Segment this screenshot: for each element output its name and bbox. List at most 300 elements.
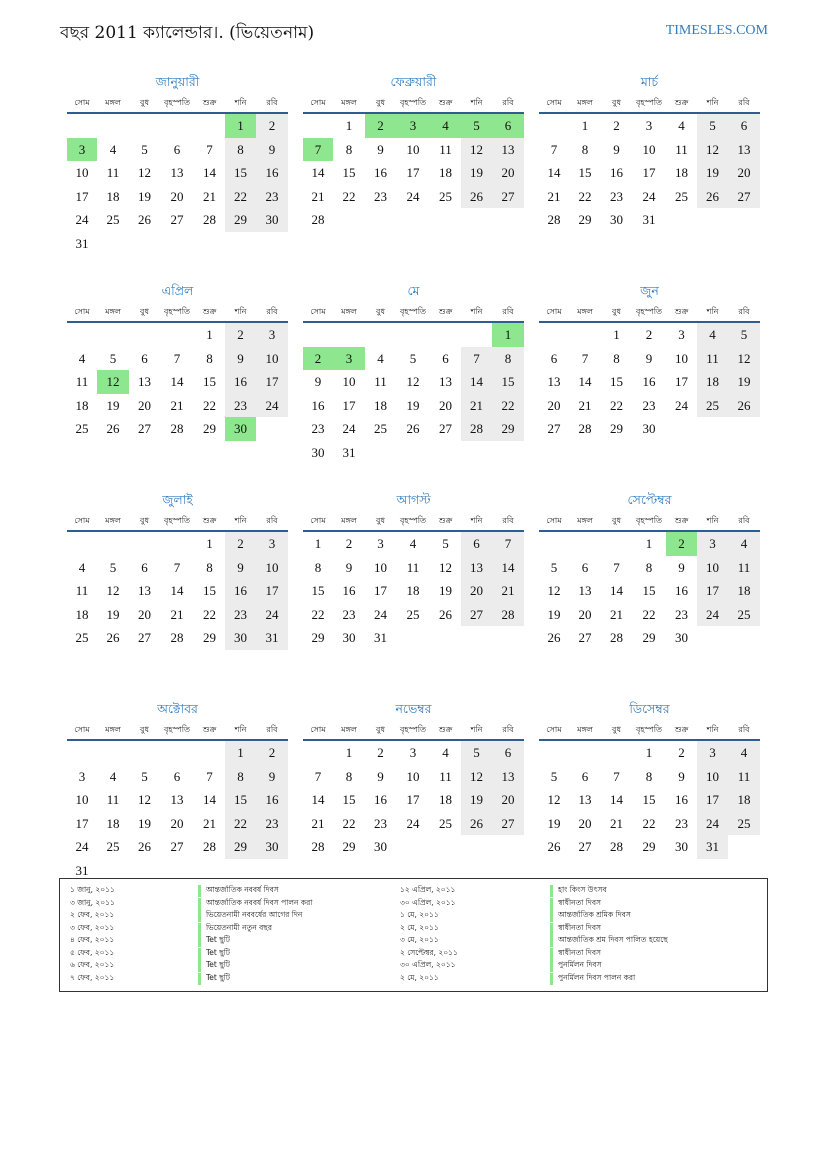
day-cell[interactable]: 16 [642,374,656,389]
day-cell[interactable]: 20 [138,397,151,413]
day-cell[interactable]: 2 [613,118,620,133]
day-cell[interactable]: 15 [642,792,656,807]
day-cell[interactable]: 7 [461,347,492,371]
day-cell[interactable]: 19 [439,583,452,598]
day-cell[interactable]: 3 [256,532,288,556]
day-cell[interactable]: 23 [311,421,325,436]
day-cell[interactable]: 25 [106,839,120,854]
day-cell[interactable]: 11 [75,583,89,598]
day-cell[interactable]: 26 [106,630,120,645]
day-cell[interactable]: 10 [697,765,728,789]
day-cell[interactable]: 6 [581,768,589,784]
day-cell[interactable]: 24 [256,603,288,627]
holiday-day-cell[interactable]: 1 [492,323,524,347]
day-cell[interactable]: 11 [728,765,760,789]
day-cell[interactable]: 13 [492,765,524,789]
day-cell[interactable]: 28 [461,417,492,441]
day-cell[interactable]: 13 [170,792,184,807]
day-cell[interactable]: 15 [203,374,216,389]
day-cell[interactable]: 29 [203,421,216,436]
day-cell[interactable]: 25 [439,815,452,831]
day-cell[interactable]: 3 [678,327,685,342]
day-cell[interactable]: 16 [374,792,387,807]
holiday-day-cell[interactable]: 2 [365,114,396,138]
holiday-day-cell[interactable]: 7 [303,138,333,162]
day-cell[interactable]: 2 [377,745,384,760]
day-cell[interactable]: 19 [728,370,760,394]
day-cell[interactable]: 4 [109,141,117,157]
day-cell[interactable]: 21 [203,188,216,204]
day-cell[interactable]: 26 [547,630,561,645]
day-cell[interactable]: 10 [342,374,356,389]
day-cell[interactable]: 10 [675,350,688,366]
day-cell[interactable]: 21 [610,606,623,622]
day-cell[interactable]: 12 [138,792,151,807]
day-cell[interactable]: 9 [225,347,256,371]
day-cell[interactable]: 23 [225,603,256,627]
day-cell[interactable]: 15 [225,788,256,812]
day-cell[interactable]: 3 [697,532,728,556]
day-cell[interactable]: 18 [439,792,452,807]
day-cell[interactable]: 30 [610,212,623,227]
day-cell[interactable]: 30 [342,630,356,645]
day-cell[interactable]: 18 [406,583,420,598]
day-cell[interactable]: 22 [342,815,356,831]
day-cell[interactable]: 17 [256,579,288,603]
day-cell[interactable]: 29 [225,835,256,859]
day-cell[interactable]: 24 [406,188,420,204]
day-cell[interactable]: 2 [678,745,685,760]
day-cell[interactable]: 1 [645,745,653,760]
day-cell[interactable]: 25 [697,394,728,418]
holiday-day-cell[interactable]: 5 [461,114,492,138]
day-cell[interactable]: 11 [106,165,120,180]
day-cell[interactable]: 5 [141,141,148,157]
holiday-day-cell[interactable]: 3 [396,114,430,138]
day-cell[interactable]: 12 [728,347,760,371]
day-cell[interactable]: 3 [377,536,384,551]
day-cell[interactable]: 1 [581,118,589,133]
day-cell[interactable]: 17 [406,792,420,807]
day-cell[interactable]: 26 [106,421,120,436]
day-cell[interactable]: 4 [409,536,417,551]
day-cell[interactable]: 21 [170,606,184,622]
day-cell[interactable]: 4 [78,559,86,575]
day-cell[interactable]: 22 [225,185,256,209]
day-cell[interactable]: 10 [75,792,89,807]
day-cell[interactable]: 26 [439,606,452,622]
day-cell[interactable]: 25 [728,603,760,627]
day-cell[interactable]: 15 [578,165,592,180]
day-cell[interactable]: 9 [678,559,685,575]
day-cell[interactable]: 18 [75,606,89,622]
day-cell[interactable]: 16 [311,397,325,413]
day-cell[interactable]: 9 [225,556,256,580]
day-cell[interactable]: 19 [406,397,420,413]
day-cell[interactable]: 27 [728,185,760,209]
day-cell[interactable]: 1 [206,536,213,551]
day-cell[interactable]: 5 [442,536,449,551]
day-cell[interactable]: 10 [75,165,89,180]
day-cell[interactable]: 14 [461,370,492,394]
day-cell[interactable]: 7 [492,532,524,556]
day-cell[interactable]: 28 [203,212,216,227]
day-cell[interactable]: 15 [492,370,524,394]
day-cell[interactable]: 18 [728,579,760,603]
day-cell[interactable]: 14 [492,556,524,580]
day-cell[interactable]: 23 [256,185,288,209]
day-cell[interactable]: 18 [106,815,120,831]
day-cell[interactable]: 19 [547,606,561,622]
day-cell[interactable]: 1 [314,536,322,551]
day-cell[interactable]: 28 [578,421,592,436]
day-cell[interactable]: 12 [547,583,561,598]
day-cell[interactable]: 31 [374,630,387,645]
day-cell[interactable]: 21 [203,815,216,831]
day-cell[interactable]: 25 [374,421,387,436]
day-cell[interactable]: 14 [311,792,325,807]
day-cell[interactable]: 20 [578,815,592,831]
day-cell[interactable]: 27 [138,630,151,645]
day-cell[interactable]: 30 [256,835,288,859]
day-cell[interactable]: 9 [377,768,384,784]
day-cell[interactable]: 5 [141,768,148,784]
day-cell[interactable]: 14 [547,165,561,180]
day-cell[interactable]: 24 [697,603,728,627]
day-cell[interactable]: 15 [642,583,656,598]
day-cell[interactable]: 26 [461,812,492,836]
day-cell[interactable]: 21 [311,188,325,204]
day-cell[interactable]: 17 [697,579,728,603]
day-cell[interactable]: 9 [678,768,685,784]
day-cell[interactable]: 29 [342,839,356,854]
day-cell[interactable]: 31 [75,235,89,251]
day-cell[interactable]: 31 [642,212,656,227]
day-cell[interactable]: 21 [311,815,325,831]
day-cell[interactable]: 28 [547,212,561,227]
day-cell[interactable]: 20 [439,397,452,413]
day-cell[interactable]: 5 [109,559,117,575]
day-cell[interactable]: 16 [256,788,288,812]
day-cell[interactable]: 3 [78,768,86,784]
day-cell[interactable]: 23 [225,394,256,418]
day-cell[interactable]: 12 [697,138,728,162]
day-cell[interactable]: 7 [613,768,620,784]
day-cell[interactable]: 23 [374,815,387,831]
day-cell[interactable]: 26 [728,394,760,418]
day-cell[interactable]: 24 [75,839,89,854]
day-cell[interactable]: 23 [256,812,288,836]
day-cell[interactable]: 22 [492,394,524,418]
day-cell[interactable]: 20 [492,161,524,185]
day-cell[interactable]: 19 [138,188,151,204]
day-cell[interactable]: 22 [642,606,656,622]
day-cell[interactable]: 6 [141,350,148,366]
day-cell[interactable]: 5 [728,323,760,347]
day-cell[interactable]: 19 [461,788,492,812]
day-cell[interactable]: 15 [311,583,325,598]
day-cell[interactable]: 4 [377,350,384,366]
day-cell[interactable]: 3 [697,741,728,765]
day-cell[interactable]: 19 [461,161,492,185]
day-cell[interactable]: 21 [461,394,492,418]
day-cell[interactable]: 13 [578,583,592,598]
day-cell[interactable]: 15 [342,165,356,180]
day-cell[interactable]: 8 [645,559,653,575]
day-cell[interactable]: 11 [439,768,452,784]
day-cell[interactable]: 6 [728,114,760,138]
day-cell[interactable]: 22 [642,815,656,831]
day-cell[interactable]: 22 [610,397,623,413]
day-cell[interactable]: 15 [203,583,216,598]
day-cell[interactable]: 1 [345,118,353,133]
day-cell[interactable]: 23 [610,188,623,204]
day-cell[interactable]: 6 [461,532,492,556]
day-cell[interactable]: 22 [342,188,356,204]
day-cell[interactable]: 16 [610,165,623,180]
day-cell[interactable]: 28 [311,212,325,227]
day-cell[interactable]: 26 [406,421,420,436]
day-cell[interactable]: 1 [345,745,353,760]
day-cell[interactable]: 28 [492,603,524,627]
day-cell[interactable]: 9 [256,138,288,162]
day-cell[interactable]: 20 [728,161,760,185]
day-cell[interactable]: 9 [645,350,653,366]
day-cell[interactable]: 5 [697,114,728,138]
day-cell[interactable]: 13 [492,138,524,162]
day-cell[interactable]: 7 [581,350,589,366]
day-cell[interactable]: 31 [75,862,89,878]
day-cell[interactable]: 22 [578,188,592,204]
day-cell[interactable]: 21 [170,397,184,413]
day-cell[interactable]: 23 [675,606,688,622]
day-cell[interactable]: 1 [225,741,256,765]
day-cell[interactable]: 23 [374,188,387,204]
day-cell[interactable]: 13 [578,792,592,807]
day-cell[interactable]: 31 [697,835,728,859]
day-cell[interactable]: 8 [206,350,213,366]
holiday-day-cell[interactable]: 4 [430,114,461,138]
day-cell[interactable]: 18 [675,165,688,180]
day-cell[interactable]: 18 [697,370,728,394]
day-cell[interactable]: 29 [225,208,256,232]
day-cell[interactable]: 30 [225,626,256,650]
day-cell[interactable]: 12 [461,138,492,162]
day-cell[interactable]: 18 [106,188,120,204]
day-cell[interactable]: 18 [728,788,760,812]
day-cell[interactable]: 17 [406,165,420,180]
day-cell[interactable]: 6 [173,768,181,784]
day-cell[interactable]: 4 [728,532,760,556]
day-cell[interactable]: 12 [547,792,561,807]
day-cell[interactable]: 9 [345,559,353,575]
day-cell[interactable]: 8 [225,765,256,789]
day-cell[interactable]: 10 [697,556,728,580]
day-cell[interactable]: 26 [547,839,561,854]
day-cell[interactable]: 6 [492,741,524,765]
day-cell[interactable]: 15 [225,161,256,185]
day-cell[interactable]: 31 [256,626,288,650]
day-cell[interactable]: 14 [170,374,184,389]
day-cell[interactable]: 29 [578,212,592,227]
day-cell[interactable]: 30 [256,208,288,232]
day-cell[interactable]: 12 [461,765,492,789]
day-cell[interactable]: 13 [439,374,452,389]
day-cell[interactable]: 24 [697,812,728,836]
day-cell[interactable]: 20 [461,579,492,603]
day-cell[interactable]: 26 [697,185,728,209]
day-cell[interactable]: 7 [550,141,558,157]
day-cell[interactable]: 10 [256,556,288,580]
day-cell[interactable]: 27 [578,839,592,854]
day-cell[interactable]: 24 [342,421,356,436]
day-cell[interactable]: 8 [345,141,353,157]
day-cell[interactable]: 18 [439,165,452,180]
day-cell[interactable]: 10 [374,559,387,575]
day-cell[interactable]: 30 [374,839,387,854]
day-cell[interactable]: 23 [342,606,356,622]
day-cell[interactable]: 12 [439,559,452,575]
day-cell[interactable]: 4 [78,350,86,366]
day-cell[interactable]: 20 [492,788,524,812]
day-cell[interactable]: 23 [642,397,656,413]
day-cell[interactable]: 27 [439,421,452,436]
day-cell[interactable]: 26 [138,839,151,854]
day-cell[interactable]: 21 [610,815,623,831]
day-cell[interactable]: 27 [138,421,151,436]
day-cell[interactable]: 25 [106,212,120,227]
day-cell[interactable]: 13 [138,374,151,389]
day-cell[interactable]: 5 [550,559,558,575]
day-cell[interactable]: 11 [374,374,387,389]
day-cell[interactable]: 13 [728,138,760,162]
day-cell[interactable]: 7 [173,350,181,366]
day-cell[interactable]: 7 [613,559,620,575]
day-cell[interactable]: 23 [675,815,688,831]
day-cell[interactable]: 8 [206,559,213,575]
day-cell[interactable]: 25 [75,630,89,645]
day-cell[interactable]: 15 [610,374,623,389]
day-cell[interactable]: 14 [170,583,184,598]
day-cell[interactable]: 12 [106,583,120,598]
day-cell[interactable]: 13 [547,374,561,389]
day-cell[interactable]: 2 [225,532,256,556]
day-cell[interactable]: 10 [642,141,656,157]
day-cell[interactable]: 29 [492,417,524,441]
day-cell[interactable]: 27 [492,185,524,209]
holiday-day-cell[interactable]: 2 [303,347,333,371]
day-cell[interactable]: 17 [642,165,656,180]
day-cell[interactable]: 29 [203,630,216,645]
day-cell[interactable]: 11 [439,141,452,157]
day-cell[interactable]: 8 [345,768,353,784]
day-cell[interactable]: 30 [311,444,325,460]
day-cell[interactable]: 19 [697,161,728,185]
day-cell[interactable]: 22 [311,606,325,622]
day-cell[interactable]: 7 [206,768,213,784]
day-cell[interactable]: 7 [173,559,181,575]
holiday-day-cell[interactable]: 12 [97,370,129,394]
day-cell[interactable]: 10 [406,768,420,784]
day-cell[interactable]: 28 [610,839,623,854]
day-cell[interactable]: 22 [203,397,216,413]
day-cell[interactable]: 4 [442,745,449,760]
day-cell[interactable]: 14 [610,792,623,807]
day-cell[interactable]: 8 [645,768,653,784]
day-cell[interactable]: 9 [314,374,322,389]
day-cell[interactable]: 27 [170,839,184,854]
day-cell[interactable]: 5 [550,768,558,784]
day-cell[interactable]: 27 [578,630,592,645]
day-cell[interactable]: 26 [138,212,151,227]
day-cell[interactable]: 11 [675,141,688,157]
day-cell[interactable]: 28 [311,839,325,854]
day-cell[interactable]: 17 [342,397,356,413]
day-cell[interactable]: 6 [173,141,181,157]
day-cell[interactable]: 18 [374,397,387,413]
day-cell[interactable]: 22 [203,606,216,622]
day-cell[interactable]: 14 [203,792,216,807]
day-cell[interactable]: 17 [675,374,688,389]
day-cell[interactable]: 9 [613,141,620,157]
day-cell[interactable]: 14 [610,583,623,598]
day-cell[interactable]: 16 [225,579,256,603]
day-cell[interactable]: 24 [75,212,89,227]
day-cell[interactable]: 28 [170,630,184,645]
day-cell[interactable]: 22 [225,812,256,836]
day-cell[interactable]: 16 [374,165,387,180]
day-cell[interactable]: 19 [106,606,120,622]
day-cell[interactable]: 28 [203,839,216,854]
holiday-day-cell[interactable]: 6 [492,114,524,138]
day-cell[interactable]: 7 [314,768,322,784]
day-cell[interactable]: 2 [645,327,653,342]
day-cell[interactable]: 24 [642,188,656,204]
day-cell[interactable]: 2 [256,114,288,138]
day-cell[interactable]: 20 [170,815,184,831]
day-cell[interactable]: 11 [728,556,760,580]
day-cell[interactable]: 30 [675,839,688,854]
day-cell[interactable]: 13 [170,165,184,180]
day-cell[interactable]: 25 [728,812,760,836]
day-cell[interactable]: 6 [550,350,558,366]
day-cell[interactable]: 5 [409,350,417,366]
day-cell[interactable]: 25 [406,606,420,622]
day-cell[interactable]: 24 [675,397,688,413]
day-cell[interactable]: 7 [206,141,213,157]
day-cell[interactable]: 19 [106,397,120,413]
day-cell[interactable]: 30 [642,421,656,436]
day-cell[interactable]: 11 [106,792,120,807]
day-cell[interactable]: 19 [547,815,561,831]
day-cell[interactable]: 24 [406,815,420,831]
day-cell[interactable]: 2 [256,741,288,765]
day-cell[interactable]: 8 [225,138,256,162]
day-cell[interactable]: 17 [374,583,387,598]
day-cell[interactable]: 9 [377,141,384,157]
day-cell[interactable]: 17 [75,188,89,204]
day-cell[interactable]: 20 [138,606,151,622]
day-cell[interactable]: 21 [492,579,524,603]
day-cell[interactable]: 1 [613,327,620,342]
day-cell[interactable]: 1 [206,327,213,342]
day-cell[interactable]: 2 [345,536,353,551]
day-cell[interactable]: 14 [578,374,592,389]
day-cell[interactable]: 28 [610,630,623,645]
holiday-day-cell[interactable]: 2 [666,532,697,556]
day-cell[interactable]: 29 [642,839,656,854]
day-cell[interactable]: 2 [225,323,256,347]
